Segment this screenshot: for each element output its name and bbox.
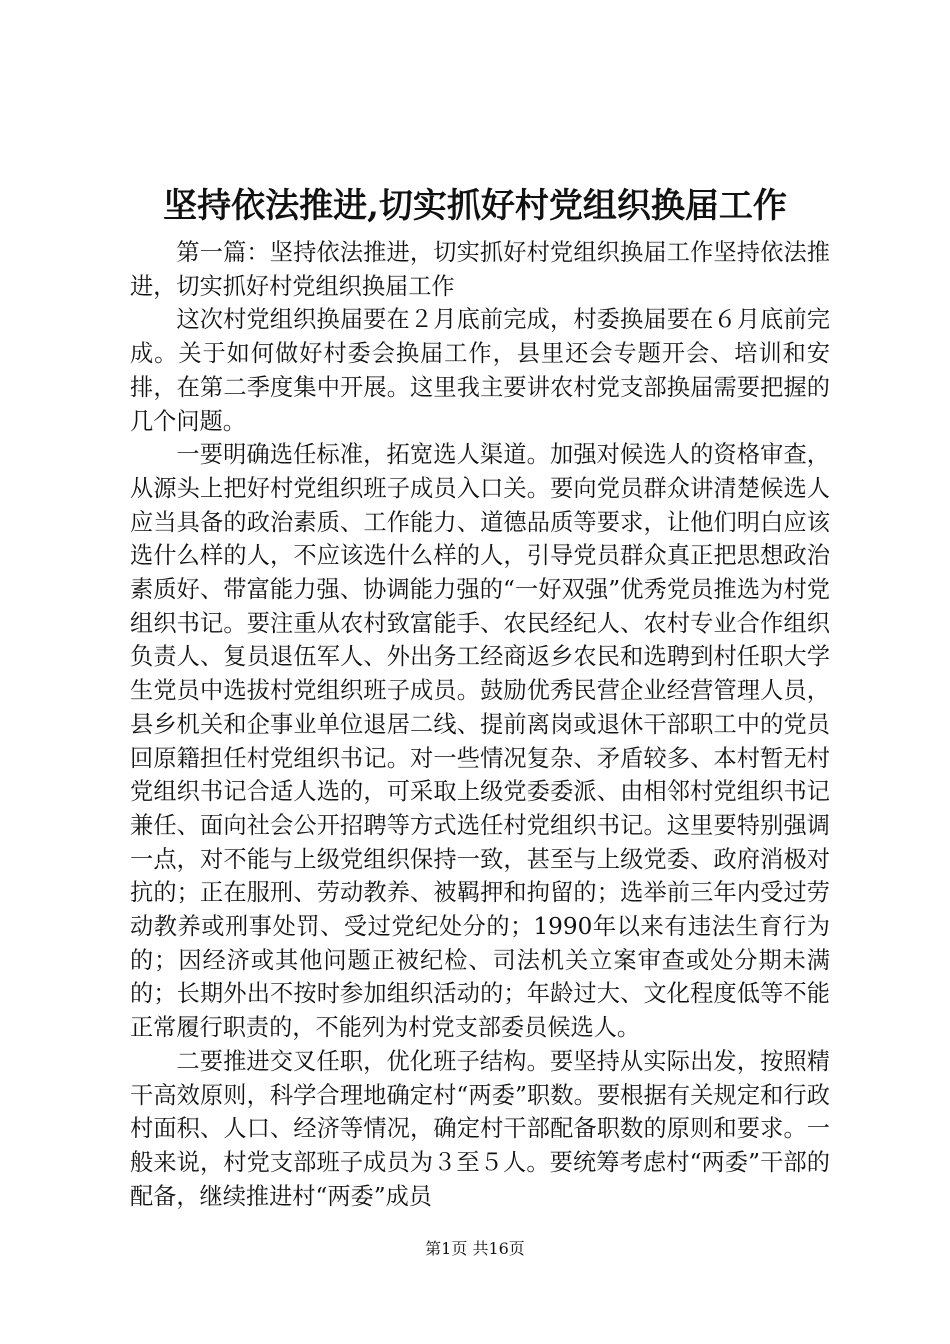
- page-number-footer: 第1页 共16页: [425, 1239, 525, 1258]
- paragraph-selection-standards: 一要明确选任标准，拓宽选人渠道。加强对候选人的资格审查，从源头上把好村党组织班子成员入口关。要向党员群众讲清楚候选人应当具备的政治素质、工作能力、道德品质等要求，让他们明白应该选什么样的人，不应该选什么样的人，引导党员群众真正把思想政治素质好、带富能力强、协调能力强的“一好双强”优秀党员推选为村党组织书记。要注重从农村致富能手、农民经纪人、农村专业合作组织负责人、复员退伍军人、外出务工经商返乡农民和选聘到村任职大学生党员中选拔村党组织班子成员。鼓励优秀民营企业经营管理人员，县乡机关和企事业单位退居二线、提前离岗或退休干部职工中的党员回原籍担任村党组织书记。对一些情况复杂、矛盾较多、本村暂无村党组织书记合适人选的，可采取上级党委委派、由相邻村党组织书记兼任、面向社会公开招聘等方式选任村党组织书记。这里要特别强调一点，对不能与上级党组织保持一致，甚至与上级党委、政府消极对抗的；正在服刑、劳动教养、被羁押和拘留的；选举前三年内受过劳动教养或刑事处罚、受过党纪处分的；1990年以来有违法生育行为的；因经济或其他问题正被纪检、司法机关立案审查或处分期未满的；长期外出不按时参加组织活动的；年龄过大、文化程度低等不能正常履行职责的，不能列为村党支部委员候选人。: [130, 441, 830, 1042]
- document-body: [130, 236, 830, 1213]
- paragraph-cross-appointment: 二要推进交叉任职，优化班子结构。要坚持从实际出发，按照精干高效原则，科学合理地确定村“两委”职数。要根据有关规定和行政村面积、人口、经济等情况，确定村干部配备职数的原则和要求。一般来说，村党支部班子成员为３至５人。要统筹考虑村“两委”干部的配备，继续推进村“两委”成员: [130, 1047, 830, 1210]
- document-title: 坚持依法推进,切实抓好村党组织换届工作: [163, 186, 787, 226]
- paragraph-schedule: 这次村党组织换届要在２月底前完成，村委换届要在６月底前完成。关于如何做好村委会换届工作，县里还会专题开会、培训和安排，在第二季度集中开展。这里我主要讲农村党支部换届需要把握的几个问题。: [130, 306, 830, 435]
- paragraph-intro: 第一篇：坚持依法推进，切实抓好村党组织换届工作坚持依法推进，切实抓好村党组织换届工作: [130, 239, 830, 300]
